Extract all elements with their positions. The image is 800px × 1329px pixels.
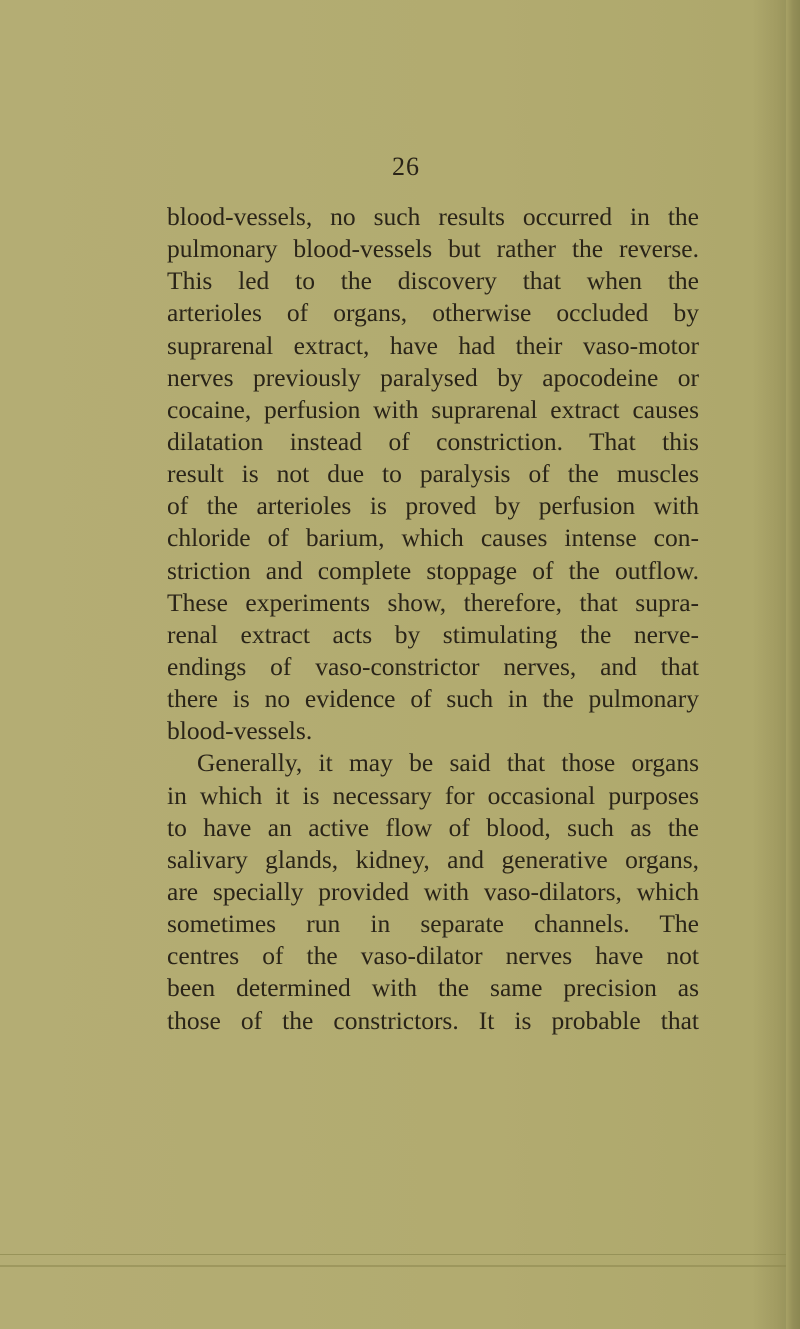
- text-line: are specially provided with vaso-dilators, which: [167, 876, 699, 906]
- text-line: blood-vessels.: [167, 716, 313, 746]
- text-line: This led to the discovery that when the: [167, 266, 699, 296]
- text-line: sometimes run in separate channels. The: [167, 909, 699, 939]
- text-line: These experiments show, therefore, that supra-: [167, 587, 699, 617]
- text-line: striction and complete stoppage of the outflow.: [167, 555, 699, 585]
- text-line: renal extract acts by stimulating the nerve-: [167, 619, 699, 649]
- text-line: salivary glands, kidney, and generative organs,: [167, 844, 699, 874]
- paragraph-2: [167, 747, 699, 1036]
- page-edge-shadow: [786, 0, 800, 1329]
- text-line: blood-vessels, no such results occurred in the: [167, 202, 699, 231]
- text-line: been determined with the same precision as: [167, 973, 699, 1003]
- text-line: cocaine, perfusion with suprarenal extract causes: [167, 394, 699, 424]
- text-line: there is no evidence of such in the pulmonary: [167, 684, 699, 714]
- text-line: chloride of barium, which causes intense con-: [167, 523, 699, 553]
- body-text: [167, 201, 699, 1037]
- text-line: in which it is necessary for occasional purposes: [167, 780, 699, 810]
- text-line: of the arterioles is proved by perfusion with: [167, 491, 699, 521]
- text-line: endings of vaso-constrictor nerves, and that: [167, 651, 699, 681]
- text-line: arterioles of organs, otherwise occluded by: [167, 298, 699, 328]
- text-line: those of the constrictors. It is probable that: [167, 1005, 699, 1035]
- page-fold-line: [0, 1254, 786, 1255]
- text-line: nerves previously paralysed by apocodeine or: [167, 362, 699, 392]
- text-line: pulmonary blood-vessels but rather the reverse.: [167, 234, 699, 264]
- paragraph-1: [167, 201, 699, 747]
- text-line: Generally, it may be said that those organs: [197, 748, 699, 778]
- text-line: result is not due to paralysis of the muscles: [167, 459, 699, 489]
- text-line: suprarenal extract, have had their vaso-motor: [167, 330, 699, 360]
- text-line: to have an active flow of blood, such as the: [167, 812, 699, 842]
- text-line: centres of the vaso-dilator nerves have not: [167, 941, 699, 971]
- page-fold-line: [0, 1265, 786, 1267]
- page-number: 26: [392, 152, 420, 181]
- text-line: dilatation instead of constriction. That this: [167, 426, 699, 456]
